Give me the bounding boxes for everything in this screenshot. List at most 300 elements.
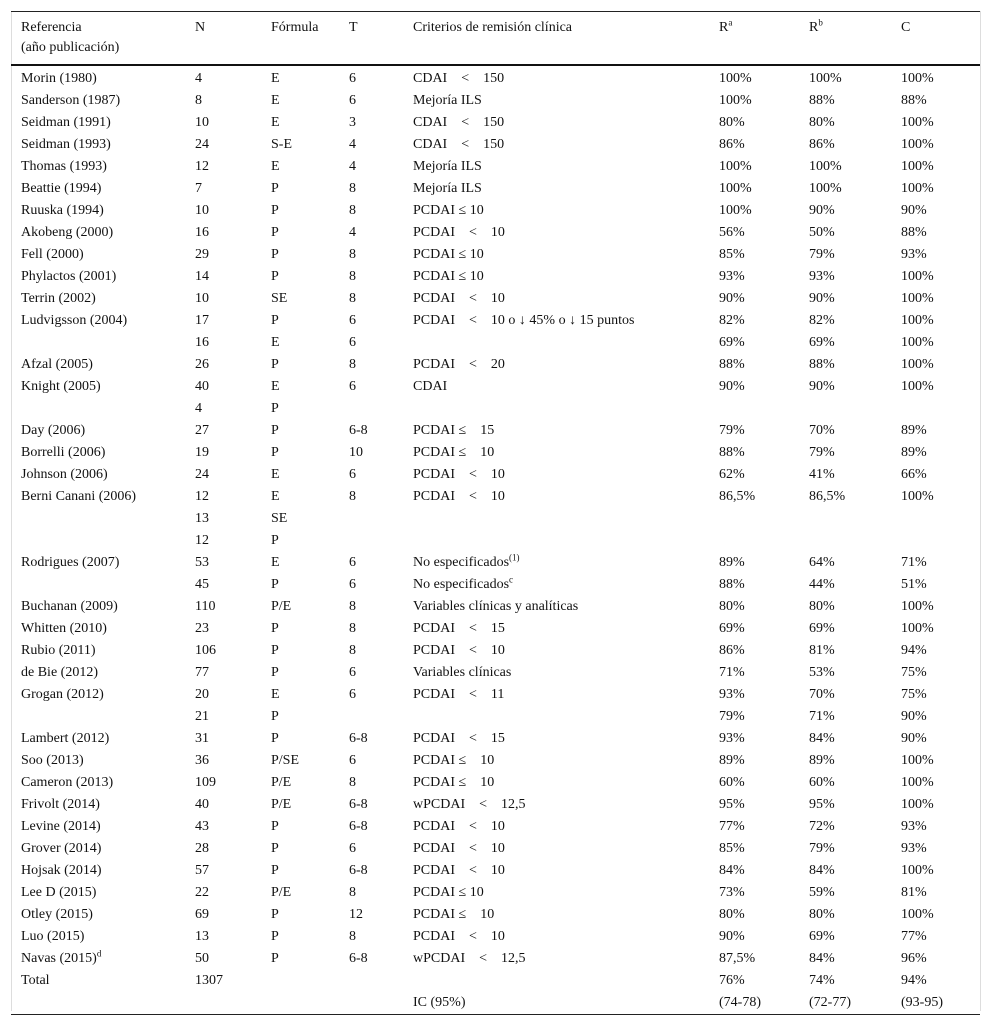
cell-c-text: 100% xyxy=(901,489,934,504)
cell-formula-text: P xyxy=(271,929,279,944)
cell-ra-text: 69% xyxy=(719,335,745,350)
cell-reference xyxy=(11,486,195,508)
cell-c-text: 100% xyxy=(901,181,934,196)
cell-ra xyxy=(719,266,809,288)
cell-rb-text: 80% xyxy=(809,907,835,922)
cell-rb xyxy=(809,970,901,992)
cell-n xyxy=(195,904,271,926)
cell-criteria xyxy=(413,794,719,816)
table-row xyxy=(11,310,980,332)
cell-c xyxy=(901,684,980,706)
cell-t-text: 4 xyxy=(349,225,356,240)
cell-ra-text: 85% xyxy=(719,247,745,262)
cell-n-text: 17 xyxy=(195,313,209,328)
cell-rb-text: 95% xyxy=(809,797,835,812)
cell-ra-text: 100% xyxy=(719,93,752,108)
cell-t-text: 8 xyxy=(349,203,356,218)
cell-ra-text: 80% xyxy=(719,907,745,922)
cell-rb-text: 70% xyxy=(809,423,835,438)
cell-c xyxy=(901,200,980,222)
cell-rb-text: (72-77) xyxy=(809,995,851,1010)
cell-formula-text: P/E xyxy=(271,599,292,614)
cell-formula xyxy=(271,486,349,508)
cell-ra-text: 80% xyxy=(719,115,745,130)
cell-c xyxy=(901,508,980,530)
cell-reference-text: Phylactos (2001) xyxy=(21,269,117,284)
cell-formula xyxy=(271,684,349,706)
cell-rb-text: 84% xyxy=(809,863,835,878)
cell-formula xyxy=(271,596,349,618)
footnote-marker: d xyxy=(96,948,102,959)
cell-reference-text: Lee D (2015) xyxy=(21,885,97,900)
cell-ra xyxy=(719,464,809,486)
cell-n-text: 1307 xyxy=(195,973,223,988)
cell-n xyxy=(195,398,271,420)
cell-formula xyxy=(271,90,349,112)
cell-reference xyxy=(11,332,195,354)
cell-t xyxy=(349,244,413,266)
cell-formula-text: SE xyxy=(271,291,288,306)
table-row xyxy=(11,794,980,816)
cell-c-text: 100% xyxy=(901,159,934,174)
cell-formula xyxy=(271,552,349,574)
cell-formula xyxy=(271,794,349,816)
cell-t xyxy=(349,464,413,486)
cell-criteria xyxy=(413,200,719,222)
cell-criteria xyxy=(413,992,719,1014)
cell-rb-text: 80% xyxy=(809,115,835,130)
cell-criteria-text: PCDAI ≤ 10 xyxy=(413,775,495,790)
cell-c xyxy=(901,728,980,750)
cell-formula-text: E xyxy=(271,687,280,702)
cell-formula xyxy=(271,640,349,662)
cell-c xyxy=(901,948,980,970)
cell-c xyxy=(901,65,980,90)
col-header-formula: Fórmula xyxy=(271,20,319,35)
cell-n xyxy=(195,178,271,200)
cell-criteria xyxy=(413,772,719,794)
cell-t xyxy=(349,662,413,684)
cell-formula xyxy=(271,926,349,948)
cell-reference xyxy=(11,860,195,882)
cell-criteria xyxy=(413,398,719,420)
header-rb-sup: b xyxy=(818,17,823,28)
cell-rb-text: 59% xyxy=(809,885,835,900)
cell-t xyxy=(349,904,413,926)
table-row xyxy=(11,134,980,156)
cell-rb xyxy=(809,552,901,574)
cell-c xyxy=(901,816,980,838)
table-row xyxy=(11,398,980,420)
cell-n-text: 40 xyxy=(195,379,209,394)
cell-reference xyxy=(11,640,195,662)
cell-ra xyxy=(719,134,809,156)
cell-n-text: 23 xyxy=(195,621,209,636)
cell-ra-text: 93% xyxy=(719,269,745,284)
cell-ra xyxy=(719,904,809,926)
cell-c xyxy=(901,398,980,420)
cell-n-text: 19 xyxy=(195,445,209,460)
cell-n xyxy=(195,65,271,90)
cell-reference-text: Grogan (2012) xyxy=(21,687,104,702)
cell-reference-text: Sanderson (1987) xyxy=(21,93,121,108)
cell-c xyxy=(901,992,980,1014)
cell-rb-text: 70% xyxy=(809,687,835,702)
cell-n xyxy=(195,244,271,266)
cell-criteria-text: PCDAI ≤ 10 xyxy=(413,269,484,284)
table-row xyxy=(11,904,980,926)
cell-t xyxy=(349,948,413,970)
cell-reference-text: Luo (2015) xyxy=(21,929,85,944)
cell-formula xyxy=(271,442,349,464)
cell-criteria xyxy=(413,486,719,508)
cell-c-text: 100% xyxy=(901,599,934,614)
cell-t xyxy=(349,706,413,728)
cell-rb-text: 88% xyxy=(809,357,835,372)
cell-ra xyxy=(719,970,809,992)
cell-ra xyxy=(719,860,809,882)
cell-n-text: 43 xyxy=(195,819,209,834)
cell-ra-text: 100% xyxy=(719,181,752,196)
cell-t-text: 8 xyxy=(349,181,356,196)
col-header-rb xyxy=(809,12,901,65)
cell-c-text: 100% xyxy=(901,269,934,284)
cell-ra-text: 88% xyxy=(719,577,745,592)
cell-formula xyxy=(271,706,349,728)
cell-n xyxy=(195,112,271,134)
cell-n xyxy=(195,970,271,992)
cell-c xyxy=(901,354,980,376)
cell-formula-text: P xyxy=(271,819,279,834)
cell-ra xyxy=(719,376,809,398)
cell-ra xyxy=(719,332,809,354)
cell-ra xyxy=(719,772,809,794)
cell-t-text: 6 xyxy=(349,71,356,86)
cell-c xyxy=(901,244,980,266)
cell-t xyxy=(349,926,413,948)
cell-rb xyxy=(809,794,901,816)
cell-rb xyxy=(809,134,901,156)
cell-n xyxy=(195,772,271,794)
cell-ra-text: 86% xyxy=(719,137,745,152)
cell-c-text: (93-95) xyxy=(901,995,943,1010)
cell-rb xyxy=(809,662,901,684)
cell-rb xyxy=(809,288,901,310)
cell-ra xyxy=(719,65,809,90)
cell-formula xyxy=(271,970,349,992)
cell-reference xyxy=(11,65,195,90)
cell-ra xyxy=(719,750,809,772)
cell-formula-text: P xyxy=(271,401,279,416)
cell-t xyxy=(349,178,413,200)
cell-formula xyxy=(271,65,349,90)
cell-t xyxy=(349,266,413,288)
cell-c xyxy=(901,662,980,684)
cell-t-text: 8 xyxy=(349,885,356,900)
cell-t-text: 6-8 xyxy=(349,797,368,812)
table-row xyxy=(11,530,980,552)
cell-c xyxy=(901,904,980,926)
cell-formula xyxy=(271,310,349,332)
cell-n xyxy=(195,618,271,640)
cell-c xyxy=(901,90,980,112)
cell-formula-text: P/E xyxy=(271,885,292,900)
cell-c xyxy=(901,706,980,728)
cell-reference-text: Rubio (2011) xyxy=(21,643,96,658)
cell-reference xyxy=(11,552,195,574)
cell-reference xyxy=(11,772,195,794)
cell-ra-text: 71% xyxy=(719,665,745,680)
cell-c-text: 94% xyxy=(901,973,927,988)
cell-rb xyxy=(809,640,901,662)
cell-formula-text: P/E xyxy=(271,775,292,790)
cell-ra xyxy=(719,838,809,860)
cell-c xyxy=(901,794,980,816)
cell-formula-text: P xyxy=(271,423,279,438)
cell-n xyxy=(195,794,271,816)
cell-c xyxy=(901,970,980,992)
cell-rb xyxy=(809,310,901,332)
table-row xyxy=(11,552,980,574)
cell-t xyxy=(349,398,413,420)
cell-c xyxy=(901,882,980,904)
cell-t xyxy=(349,882,413,904)
cell-n-text: 7 xyxy=(195,181,202,196)
cell-ra xyxy=(719,640,809,662)
cell-rb-text: 41% xyxy=(809,467,835,482)
cell-rb-text: 86% xyxy=(809,137,835,152)
cell-formula-text: P xyxy=(271,181,279,196)
cell-n-text: 13 xyxy=(195,929,209,944)
cell-c xyxy=(901,310,980,332)
cell-formula-text: P xyxy=(271,533,279,548)
cell-criteria xyxy=(413,376,719,398)
cell-n-text: 20 xyxy=(195,687,209,702)
cell-formula xyxy=(271,420,349,442)
remission-table xyxy=(11,12,980,1014)
table-row xyxy=(11,90,980,112)
cell-formula xyxy=(271,112,349,134)
cell-c xyxy=(901,486,980,508)
cell-reference-text: Ludvigsson (2004) xyxy=(21,313,128,328)
cell-reference-text: Soo (2013) xyxy=(21,753,84,768)
cell-rb xyxy=(809,244,901,266)
col-header-n: N xyxy=(195,20,206,35)
cell-criteria-text: IC (95%) xyxy=(413,995,466,1010)
cell-formula-text: P xyxy=(271,621,279,636)
cell-ra xyxy=(719,728,809,750)
cell-formula xyxy=(271,662,349,684)
cell-reference xyxy=(11,376,195,398)
cell-t-text: 8 xyxy=(349,489,356,504)
cell-n xyxy=(195,464,271,486)
cell-reference-text: Navas (2015) xyxy=(21,951,97,966)
cell-rb-text: 53% xyxy=(809,665,835,680)
cell-ra xyxy=(719,310,809,332)
table-row xyxy=(11,816,980,838)
cell-c xyxy=(901,596,980,618)
cell-c xyxy=(901,926,980,948)
cell-formula-text: P xyxy=(271,269,279,284)
cell-rb xyxy=(809,442,901,464)
cell-criteria-text: No especificados xyxy=(413,555,510,570)
cell-criteria xyxy=(413,926,719,948)
cell-n-text: 109 xyxy=(195,775,216,790)
table-row xyxy=(11,178,980,200)
cell-c-text: 100% xyxy=(901,379,934,394)
cell-c-text: 89% xyxy=(901,445,927,460)
cell-criteria xyxy=(413,750,719,772)
cell-rb-text: 69% xyxy=(809,621,835,636)
cell-rb xyxy=(809,838,901,860)
cell-c-text: 75% xyxy=(901,665,927,680)
cell-criteria-text: PCDAI ≤ 15 xyxy=(413,423,495,438)
table-row xyxy=(11,486,980,508)
cell-ra-text: 82% xyxy=(719,313,745,328)
cell-t-text: 6-8 xyxy=(349,423,368,438)
cell-n-text: 10 xyxy=(195,203,209,218)
cell-c xyxy=(901,530,980,552)
cell-reference-text: Cameron (2013) xyxy=(21,775,114,790)
cell-n xyxy=(195,156,271,178)
cell-criteria xyxy=(413,904,719,926)
cell-ra xyxy=(719,552,809,574)
cell-formula-text: S-E xyxy=(271,137,292,152)
cell-criteria xyxy=(413,464,719,486)
cell-formula-text: E xyxy=(271,159,280,174)
table-row xyxy=(11,860,980,882)
cell-t-text: 8 xyxy=(349,621,356,636)
cell-t xyxy=(349,728,413,750)
header-rb-label: R xyxy=(809,20,819,35)
cell-reference-text: Grover (2014) xyxy=(21,841,102,856)
table-row xyxy=(11,200,980,222)
table-row xyxy=(11,574,980,596)
cell-criteria xyxy=(413,420,719,442)
cell-rb-text: 74% xyxy=(809,973,835,988)
cell-ra-text: 100% xyxy=(719,159,752,174)
cell-criteria xyxy=(413,970,719,992)
cell-criteria-text: PCDAI < 10 xyxy=(413,291,505,306)
cell-criteria-text: CDAI xyxy=(413,379,448,394)
cell-ra xyxy=(719,530,809,552)
cell-reference-text: Ruuska (1994) xyxy=(21,203,104,218)
cell-n-text: 22 xyxy=(195,885,209,900)
cell-n xyxy=(195,288,271,310)
cell-t-text: 8 xyxy=(349,357,356,372)
cell-criteria-text: PCDAI < 10 xyxy=(413,929,505,944)
cell-t-text: 6 xyxy=(349,93,356,108)
cell-t-text: 8 xyxy=(349,929,356,944)
cell-reference-text: Hojsak (2014) xyxy=(21,863,102,878)
cell-n-text: 16 xyxy=(195,335,209,350)
cell-n-text: 69 xyxy=(195,907,209,922)
cell-rb xyxy=(809,706,901,728)
cell-criteria xyxy=(413,222,719,244)
cell-n xyxy=(195,640,271,662)
cell-t-text: 12 xyxy=(349,907,363,922)
cell-reference-text: Johnson (2006) xyxy=(21,467,108,482)
cell-rb xyxy=(809,398,901,420)
cell-formula xyxy=(271,948,349,970)
cell-reference xyxy=(11,816,195,838)
cell-rb xyxy=(809,904,901,926)
cell-t xyxy=(349,332,413,354)
cell-rb xyxy=(809,860,901,882)
cell-t xyxy=(349,618,413,640)
cell-ra xyxy=(719,200,809,222)
table-row xyxy=(11,508,980,530)
cell-n xyxy=(195,376,271,398)
cell-formula-text: P/SE xyxy=(271,753,300,768)
cell-t xyxy=(349,772,413,794)
table-row xyxy=(11,882,980,904)
cell-ra-text: 77% xyxy=(719,819,745,834)
cell-ra-text: 90% xyxy=(719,291,745,306)
cell-formula-text: P xyxy=(271,643,279,658)
cell-criteria-text: CDAI < 150 xyxy=(413,115,505,130)
cell-formula-text: P xyxy=(271,445,279,460)
cell-t-text: 6-8 xyxy=(349,731,368,746)
cell-t-text: 6 xyxy=(349,753,356,768)
cell-t xyxy=(349,65,413,90)
cell-n xyxy=(195,596,271,618)
cell-criteria-text: Mejoría ILS xyxy=(413,159,482,174)
table-header-row xyxy=(11,12,980,65)
cell-t-text: 10 xyxy=(349,445,363,460)
cell-c xyxy=(901,574,980,596)
cell-c xyxy=(901,640,980,662)
cell-t xyxy=(349,112,413,134)
cell-ra-text: 62% xyxy=(719,467,745,482)
cell-t-text: 6 xyxy=(349,577,356,592)
cell-n xyxy=(195,200,271,222)
cell-ra-text: 100% xyxy=(719,71,752,86)
cell-c-text: 93% xyxy=(901,247,927,262)
cell-reference xyxy=(11,134,195,156)
cell-formula-text: E xyxy=(271,115,280,130)
table-row xyxy=(11,244,980,266)
cell-t-text: 6 xyxy=(349,313,356,328)
cell-ra-text: 95% xyxy=(719,797,745,812)
cell-n-text: 24 xyxy=(195,137,209,152)
cell-rb-text: 79% xyxy=(809,445,835,460)
cell-t-text: 6 xyxy=(349,687,356,702)
cell-ra xyxy=(719,882,809,904)
cell-n xyxy=(195,948,271,970)
cell-formula-text: E xyxy=(271,335,280,350)
cell-n-text: 29 xyxy=(195,247,209,262)
cell-formula xyxy=(271,574,349,596)
cell-n xyxy=(195,706,271,728)
cell-formula xyxy=(271,882,349,904)
cell-rb-text: 79% xyxy=(809,841,835,856)
cell-reference xyxy=(11,728,195,750)
cell-rb xyxy=(809,486,901,508)
cell-reference xyxy=(11,684,195,706)
cell-criteria-text: PCDAI ≤ 10 xyxy=(413,907,495,922)
col-header-c: C xyxy=(901,20,911,35)
cell-ra-text: 73% xyxy=(719,885,745,900)
cell-ra-text: 76% xyxy=(719,973,745,988)
cell-t xyxy=(349,992,413,1014)
cell-ra xyxy=(719,508,809,530)
cell-ra xyxy=(719,574,809,596)
col-header-criteria: Criterios de remisión clínica xyxy=(413,20,573,35)
cell-c-text: 100% xyxy=(901,357,934,372)
cell-ra-text: 88% xyxy=(719,445,745,460)
cell-rb-text: 64% xyxy=(809,555,835,570)
